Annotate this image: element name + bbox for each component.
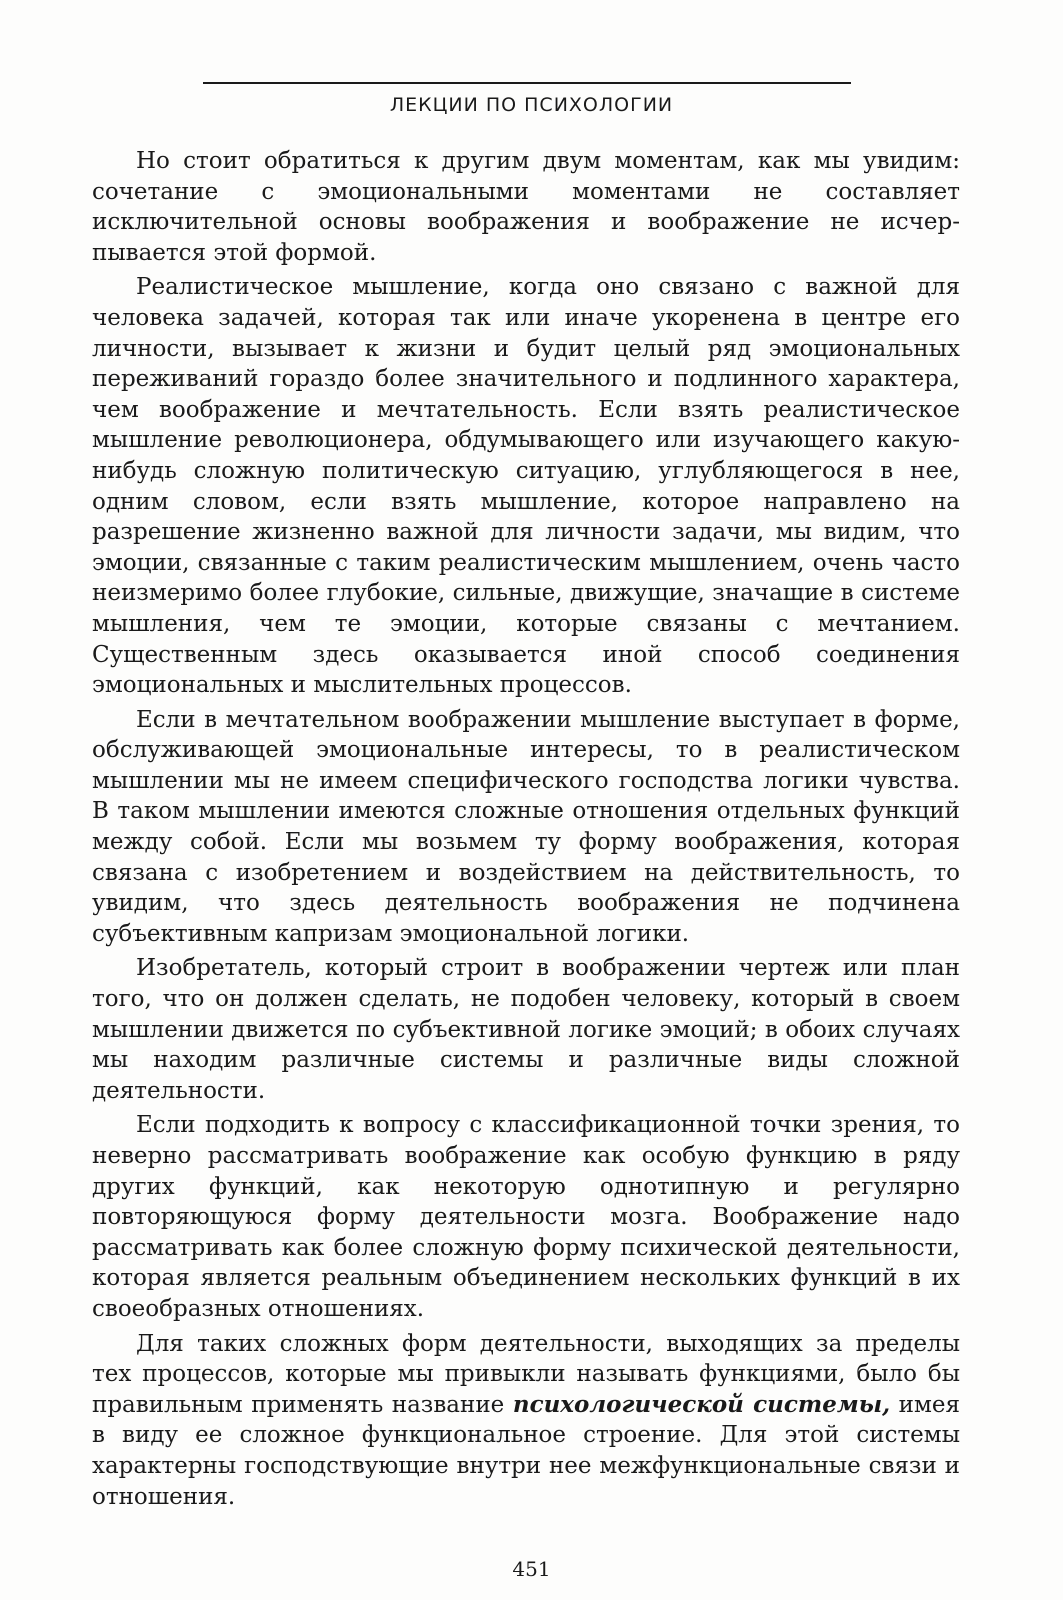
paragraph-6-lead: Для таких сложных форм деятельности, выходящих за пределы тех процессов, которые мы привыкли называть функциями, было бы правильным применять название xyxy=(92,1330,960,1418)
paragraph-6-tail: имея в виду ее сложное функциональное строение. Для этой системы характерны господствующие внутри нее межфункциональные связи и отношения. xyxy=(92,1391,961,1510)
paragraph-2: Реалистическое мышление, когда оно связано с важной для человека задачей, которая так или иначе укоренена в центре его личности, вызывает к жизни и будит целый ряд эмоциональных переживаний гораздо более значительного и подлинного характера, чем воображение и мечтательность. Если взять реалистическое мышление революционера, обдумывающего или изучающего какую-нибудь сложную политическую ситуацию, углубляющегося в нее, одним словом, если взять мышление, которое направлено на разрешение жизненно важной для личности задачи, мы видим, что эмоции, связанные с таким реалистическим мышлением, очень часто неизмеримо более глубокие, сильные, движущие, значащие в системе мышления, чем те эмоции, которые связаны с мечтанием. Существенным здесь оказывается иной способ соединения эмоциональных и мыслительных процессов. xyxy=(92,274,960,699)
paragraph-5: Если подходить к вопросу с классификационной точки зрения, то неверно рассматривать воображение как особую функцию в ряду других функций, как некоторую однотипную и регулярно повторяющуюся форму деятельности мозга. Воображение надо рассматривать как более сложную форму психической деятельности, которая является реальным объединением нескольких функций в их своеобразных отношениях. xyxy=(92,1112,960,1322)
paragraph-1: Но стоит обратиться к другим двум моментам, как мы увидим: сочетание с эмоциональными моментами не составляет исключительной основы воображения и воображение не исчерпывается этой формой. xyxy=(92,148,960,266)
paragraph-4: Изобретатель, который строит в воображении чертеж или план того, что он должен сделать, не подобен человеку, который в своем мышлении движется по субъективной логике эмоций; в обоих случаях мы находим различные системы и различные виды сложной деятельности. xyxy=(92,955,960,1104)
body-text xyxy=(92,146,960,1516)
header-rule xyxy=(203,82,851,84)
emphasized-term: психологической системы, xyxy=(512,1390,891,1418)
running-title: ЛЕКЦИИ ПО ПСИХОЛОГИИ xyxy=(389,94,674,116)
paragraph-3: Если в мечтательном воображении мышление выступает в форме, обслуживающей эмоциональные интересы, то в реалистическом мышлении мы не имеем специфического господства логики чувства. В таком мышлении имеются сложные отношения отдельных функций между собой. Если мы возьмем ту форму воображения, которая связана с изобретением и воздействием на действительность, то увидим, что здесь деятельность воображения не подчинена субъективным капризам эмоциональной логики. xyxy=(92,706,960,947)
paragraph-6 xyxy=(92,1329,960,1513)
page-number: 451 xyxy=(512,1557,551,1581)
